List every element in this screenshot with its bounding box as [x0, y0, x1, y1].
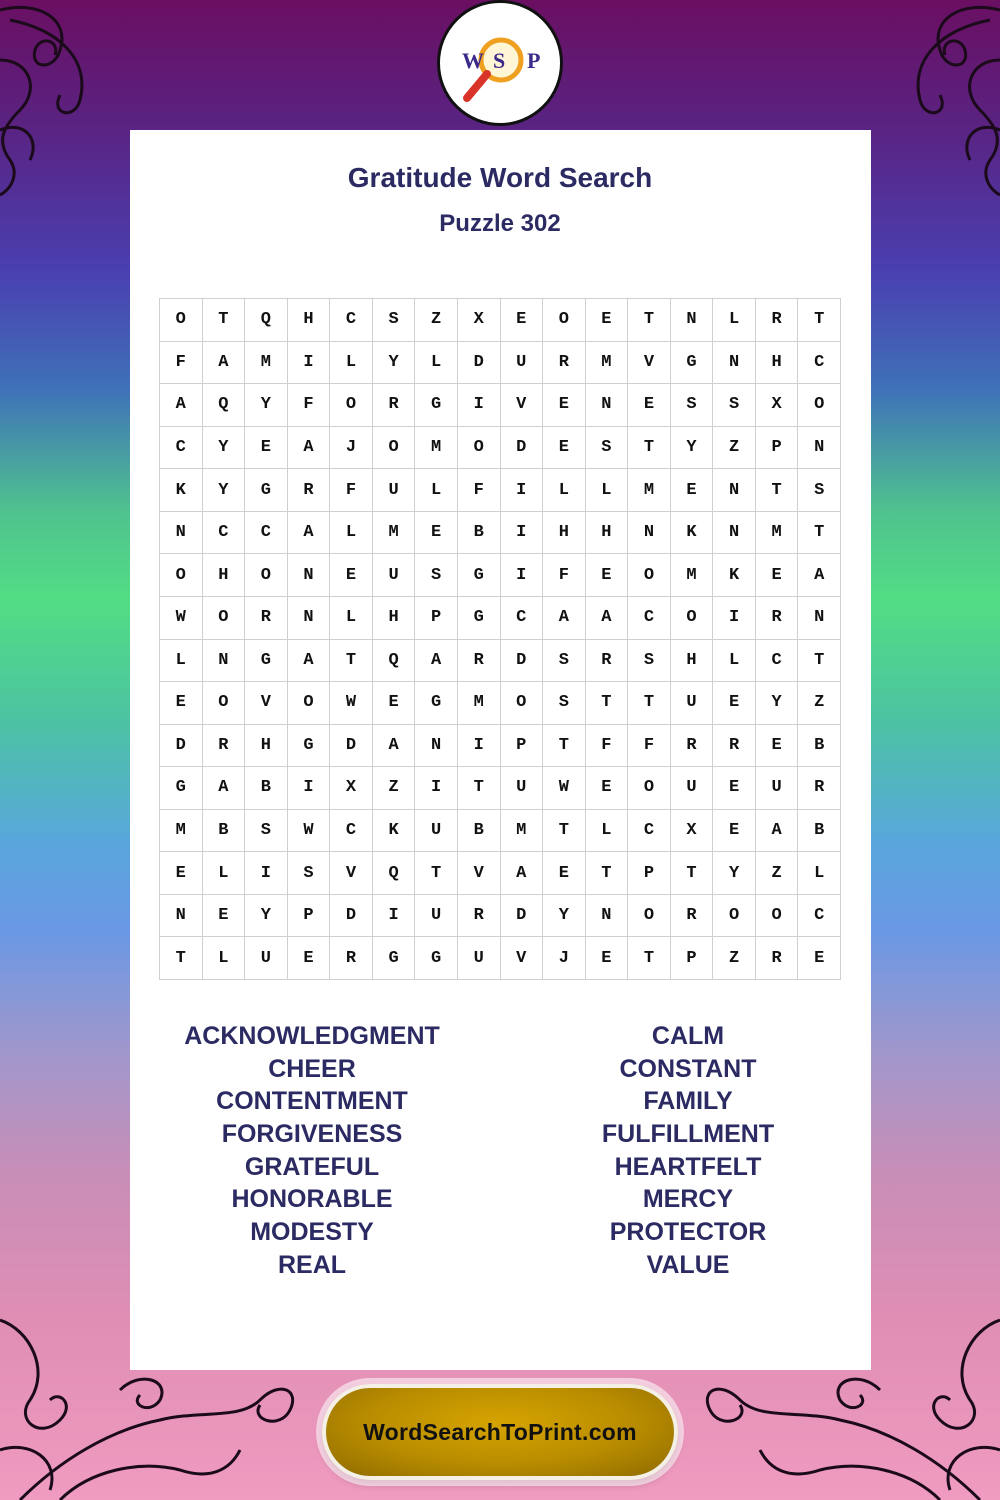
grid-cell: O: [288, 682, 331, 725]
grid-cell: A: [586, 597, 629, 640]
grid-cell: U: [671, 767, 714, 810]
grid-cell: I: [458, 384, 501, 427]
grid-cell: F: [160, 342, 203, 385]
grid-cell: I: [245, 852, 288, 895]
grid-cell: N: [671, 299, 714, 342]
grid-cell: D: [501, 640, 544, 683]
grid-cell: F: [458, 469, 501, 512]
grid-cell: I: [373, 895, 416, 938]
grid-cell: X: [458, 299, 501, 342]
grid-cell: F: [586, 725, 629, 768]
grid-cell: V: [330, 852, 373, 895]
grid-cell: R: [245, 597, 288, 640]
grid-cell: M: [586, 342, 629, 385]
grid-cell: U: [415, 895, 458, 938]
grid-cell: A: [288, 427, 331, 470]
grid-cell: N: [713, 342, 756, 385]
grid-cell: Z: [713, 427, 756, 470]
grid-cell: E: [713, 810, 756, 853]
grid-cell: G: [415, 937, 458, 980]
grid-cell: I: [288, 342, 331, 385]
grid-cell: H: [245, 725, 288, 768]
grid-cell: E: [373, 682, 416, 725]
grid-cell: X: [756, 384, 799, 427]
grid-cell: A: [798, 554, 841, 597]
grid-cell: D: [501, 427, 544, 470]
grid-cell: R: [756, 937, 799, 980]
grid-cell: M: [373, 512, 416, 555]
grid-cell: T: [586, 852, 629, 895]
grid-cell: C: [160, 427, 203, 470]
grid-cell: C: [245, 512, 288, 555]
grid-cell: E: [288, 937, 331, 980]
magnifier-logo-icon: [445, 8, 555, 118]
grid-cell: L: [586, 469, 629, 512]
grid-cell: U: [501, 767, 544, 810]
word-list-item: CALM: [651, 1022, 725, 1050]
grid-cell: C: [330, 810, 373, 853]
grid-cell: S: [373, 299, 416, 342]
grid-cell: T: [415, 852, 458, 895]
grid-cell: T: [160, 937, 203, 980]
grid-cell: P: [756, 427, 799, 470]
grid-cell: O: [671, 597, 714, 640]
grid-cell: Q: [245, 299, 288, 342]
grid-cell: Q: [373, 640, 416, 683]
website-link-button[interactable]: [322, 1384, 678, 1480]
grid-cell: S: [713, 384, 756, 427]
grid-cell: M: [245, 342, 288, 385]
grid-cell: H: [543, 512, 586, 555]
grid-cell: C: [330, 299, 373, 342]
grid-cell: M: [415, 427, 458, 470]
grid-cell: E: [586, 299, 629, 342]
grid-cell: L: [415, 469, 458, 512]
grid-cell: T: [458, 767, 501, 810]
grid-cell: R: [373, 384, 416, 427]
grid-cell: D: [458, 342, 501, 385]
grid-cell: C: [798, 895, 841, 938]
grid-cell: B: [203, 810, 246, 853]
grid-cell: R: [798, 767, 841, 810]
word-list-item: GRATEFUL: [244, 1152, 380, 1181]
grid-cell: X: [671, 810, 714, 853]
grid-cell: U: [671, 682, 714, 725]
grid-cell: I: [501, 512, 544, 555]
grid-cell: Y: [203, 469, 246, 512]
logo-letter-s: S: [493, 48, 506, 73]
grid-cell: T: [330, 640, 373, 683]
grid-cell: S: [245, 810, 288, 853]
word-list-item: VALUE: [646, 1250, 730, 1279]
grid-cell: Z: [713, 937, 756, 980]
grid-cell: C: [756, 640, 799, 683]
grid-cell: G: [671, 342, 714, 385]
word-list-item: ACKNOWLEDGMENT: [184, 1022, 440, 1050]
grid-cell: E: [586, 937, 629, 980]
grid-cell: L: [586, 810, 629, 853]
grid-cell: R: [330, 937, 373, 980]
grid-cell: H: [288, 299, 331, 342]
grid-cell: O: [373, 427, 416, 470]
grid-cell: G: [245, 469, 288, 512]
grid-cell: V: [458, 852, 501, 895]
grid-cell: N: [713, 469, 756, 512]
grid-cell: S: [415, 554, 458, 597]
grid-cell: F: [288, 384, 331, 427]
grid-cell: O: [501, 682, 544, 725]
grid-cell: I: [415, 767, 458, 810]
grid-cell: A: [543, 597, 586, 640]
grid-cell: B: [798, 725, 841, 768]
grid-cell: E: [586, 554, 629, 597]
grid-cell: G: [245, 640, 288, 683]
grid-cell: N: [628, 512, 671, 555]
grid-cell: Y: [713, 852, 756, 895]
logo-letter-w: W: [462, 48, 484, 73]
grid-cell: R: [203, 725, 246, 768]
grid-cell: T: [203, 299, 246, 342]
grid-cell: Y: [245, 895, 288, 938]
grid-cell: G: [288, 725, 331, 768]
grid-cell: L: [415, 342, 458, 385]
grid-cell: G: [458, 597, 501, 640]
grid-cell: L: [713, 299, 756, 342]
grid-cell: D: [330, 725, 373, 768]
grid-cell: Y: [543, 895, 586, 938]
grid-cell: R: [671, 725, 714, 768]
grid-cell: K: [160, 469, 203, 512]
word-list-item: REAL: [277, 1250, 347, 1279]
grid-cell: E: [501, 299, 544, 342]
page-title: Gratitude Word Search: [347, 162, 653, 193]
grid-cell: M: [458, 682, 501, 725]
site-logo[interactable]: [437, 0, 563, 126]
grid-cell: C: [798, 342, 841, 385]
grid-cell: E: [160, 852, 203, 895]
grid-cell: S: [586, 427, 629, 470]
grid-cell: P: [501, 725, 544, 768]
grid-cell: T: [671, 852, 714, 895]
grid-cell: L: [203, 937, 246, 980]
grid-cell: Y: [373, 342, 416, 385]
grid-cell: T: [798, 512, 841, 555]
puzzle-number: Puzzle 302: [439, 210, 561, 237]
grid-cell: O: [628, 554, 671, 597]
grid-cell: Z: [756, 852, 799, 895]
grid-cell: T: [628, 299, 671, 342]
grid-cell: R: [713, 725, 756, 768]
word-list-item: PROTECTOR: [609, 1218, 767, 1247]
grid-cell: T: [543, 810, 586, 853]
grid-cell: L: [798, 852, 841, 895]
grid-cell: W: [330, 682, 373, 725]
grid-cell: M: [671, 554, 714, 597]
grid-cell: S: [671, 384, 714, 427]
grid-cell: E: [543, 427, 586, 470]
grid-cell: N: [586, 384, 629, 427]
grid-cell: S: [543, 682, 586, 725]
grid-cell: R: [543, 342, 586, 385]
word-list-item: HEARTFELT: [614, 1152, 762, 1181]
grid-cell: U: [415, 810, 458, 853]
grid-cell: U: [373, 469, 416, 512]
grid-cell: U: [501, 342, 544, 385]
grid-cell: O: [160, 299, 203, 342]
grid-cell: G: [415, 682, 458, 725]
letter-grid: [159, 298, 841, 980]
grid-cell: E: [415, 512, 458, 555]
grid-cell: B: [458, 810, 501, 853]
word-list-item: FULFILLMENT: [601, 1120, 775, 1149]
grid-cell: E: [203, 895, 246, 938]
grid-cell: E: [628, 384, 671, 427]
grid-cell: C: [628, 597, 671, 640]
grid-cell: M: [756, 512, 799, 555]
grid-cell: U: [245, 937, 288, 980]
grid-cell: C: [203, 512, 246, 555]
grid-cell: T: [798, 299, 841, 342]
grid-cell: P: [288, 895, 331, 938]
grid-cell: N: [203, 640, 246, 683]
grid-cell: N: [586, 895, 629, 938]
grid-cell: R: [671, 895, 714, 938]
grid-cell: K: [373, 810, 416, 853]
grid-cell: N: [160, 895, 203, 938]
grid-cell: I: [501, 554, 544, 597]
grid-cell: O: [245, 554, 288, 597]
website-link-label: WordSearchToPrint.com: [363, 1418, 637, 1445]
grid-cell: I: [288, 767, 331, 810]
grid-cell: O: [543, 299, 586, 342]
grid-cell: T: [628, 682, 671, 725]
grid-cell: L: [203, 852, 246, 895]
word-list-item: HONORABLE: [231, 1185, 393, 1214]
grid-cell: N: [288, 554, 331, 597]
grid-cell: S: [543, 640, 586, 683]
grid-cell: V: [501, 384, 544, 427]
grid-cell: D: [501, 895, 544, 938]
grid-cell: L: [330, 597, 373, 640]
grid-cell: P: [671, 937, 714, 980]
grid-cell: B: [798, 810, 841, 853]
grid-cell: B: [245, 767, 288, 810]
grid-cell: R: [458, 895, 501, 938]
grid-cell: E: [671, 469, 714, 512]
logo-letter-p: P: [527, 48, 541, 73]
grid-cell: E: [543, 852, 586, 895]
grid-cell: W: [288, 810, 331, 853]
grid-cell: O: [628, 895, 671, 938]
grid-cell: P: [415, 597, 458, 640]
grid-cell: F: [543, 554, 586, 597]
grid-cell: I: [501, 469, 544, 512]
grid-cell: Z: [415, 299, 458, 342]
grid-cell: R: [756, 597, 799, 640]
grid-cell: E: [330, 554, 373, 597]
grid-cell: C: [501, 597, 544, 640]
grid-cell: R: [586, 640, 629, 683]
grid-cell: Y: [756, 682, 799, 725]
grid-cell: J: [330, 427, 373, 470]
grid-cell: C: [628, 810, 671, 853]
grid-cell: W: [543, 767, 586, 810]
grid-cell: A: [160, 384, 203, 427]
grid-cell: T: [628, 937, 671, 980]
word-list-item: MODESTY: [250, 1218, 374, 1247]
grid-cell: N: [713, 512, 756, 555]
grid-cell: G: [160, 767, 203, 810]
grid-cell: V: [245, 682, 288, 725]
grid-cell: O: [330, 384, 373, 427]
grid-cell: O: [458, 427, 501, 470]
grid-cell: E: [713, 682, 756, 725]
grid-cell: F: [330, 469, 373, 512]
grid-cell: A: [756, 810, 799, 853]
grid-cell: Q: [373, 852, 416, 895]
grid-cell: V: [501, 937, 544, 980]
grid-cell: S: [628, 640, 671, 683]
grid-cell: E: [586, 767, 629, 810]
grid-cell: H: [373, 597, 416, 640]
grid-cell: E: [160, 682, 203, 725]
grid-cell: Y: [245, 384, 288, 427]
grid-cell: A: [203, 342, 246, 385]
grid-cell: N: [798, 597, 841, 640]
grid-cell: J: [543, 937, 586, 980]
grid-cell: O: [798, 384, 841, 427]
grid-cell: L: [330, 342, 373, 385]
grid-cell: Q: [203, 384, 246, 427]
grid-cell: Y: [671, 427, 714, 470]
word-list-item: FAMILY: [643, 1087, 733, 1116]
grid-cell: L: [160, 640, 203, 683]
grid-cell: L: [543, 469, 586, 512]
grid-cell: N: [160, 512, 203, 555]
grid-cell: Y: [203, 427, 246, 470]
grid-cell: N: [798, 427, 841, 470]
grid-cell: Z: [373, 767, 416, 810]
word-list-right: [528, 1020, 848, 1282]
grid-cell: U: [756, 767, 799, 810]
word-list-item: FORGIVENESS: [221, 1120, 403, 1149]
grid-cell: A: [373, 725, 416, 768]
grid-cell: G: [373, 937, 416, 980]
word-list-item: CONTENTMENT: [216, 1087, 408, 1116]
grid-cell: L: [330, 512, 373, 555]
word-list-item: CHEER: [268, 1054, 356, 1083]
grid-cell: A: [203, 767, 246, 810]
grid-cell: O: [160, 554, 203, 597]
grid-cell: R: [756, 299, 799, 342]
grid-cell: G: [458, 554, 501, 597]
grid-cell: O: [756, 895, 799, 938]
grid-cell: E: [543, 384, 586, 427]
grid-cell: D: [160, 725, 203, 768]
grid-cell: U: [373, 554, 416, 597]
grid-cell: E: [713, 767, 756, 810]
grid-cell: I: [458, 725, 501, 768]
grid-cell: H: [671, 640, 714, 683]
grid-cell: O: [203, 597, 246, 640]
grid-cell: M: [628, 469, 671, 512]
grid-cell: U: [458, 937, 501, 980]
grid-cell: V: [628, 342, 671, 385]
grid-cell: X: [330, 767, 373, 810]
word-list-left: [152, 1020, 472, 1282]
grid-cell: T: [543, 725, 586, 768]
word-list-item: CONSTANT: [619, 1054, 757, 1083]
grid-cell: E: [756, 725, 799, 768]
grid-cell: S: [288, 852, 331, 895]
grid-cell: L: [713, 640, 756, 683]
grid-cell: R: [458, 640, 501, 683]
grid-cell: N: [288, 597, 331, 640]
grid-cell: T: [586, 682, 629, 725]
grid-cell: F: [628, 725, 671, 768]
grid-cell: O: [713, 895, 756, 938]
grid-cell: O: [628, 767, 671, 810]
grid-cell: Z: [798, 682, 841, 725]
grid-cell: B: [458, 512, 501, 555]
grid-cell: T: [756, 469, 799, 512]
grid-cell: S: [798, 469, 841, 512]
grid-cell: H: [203, 554, 246, 597]
grid-cell: E: [798, 937, 841, 980]
grid-cell: T: [798, 640, 841, 683]
grid-cell: A: [501, 852, 544, 895]
grid-cell: I: [713, 597, 756, 640]
word-list-item: MERCY: [642, 1185, 734, 1214]
grid-cell: H: [756, 342, 799, 385]
grid-cell: H: [586, 512, 629, 555]
grid-cell: P: [628, 852, 671, 895]
grid-cell: N: [415, 725, 458, 768]
grid-cell: G: [415, 384, 458, 427]
grid-cell: A: [288, 512, 331, 555]
grid-cell: D: [330, 895, 373, 938]
grid-cell: O: [203, 682, 246, 725]
grid-cell: W: [160, 597, 203, 640]
grid-cell: A: [288, 640, 331, 683]
grid-cell: K: [671, 512, 714, 555]
grid-cell: K: [713, 554, 756, 597]
grid-cell: E: [756, 554, 799, 597]
grid-cell: R: [288, 469, 331, 512]
grid-cell: T: [628, 427, 671, 470]
grid-cell: A: [415, 640, 458, 683]
grid-cell: E: [245, 427, 288, 470]
grid-cell: M: [160, 810, 203, 853]
grid-cell: M: [501, 810, 544, 853]
